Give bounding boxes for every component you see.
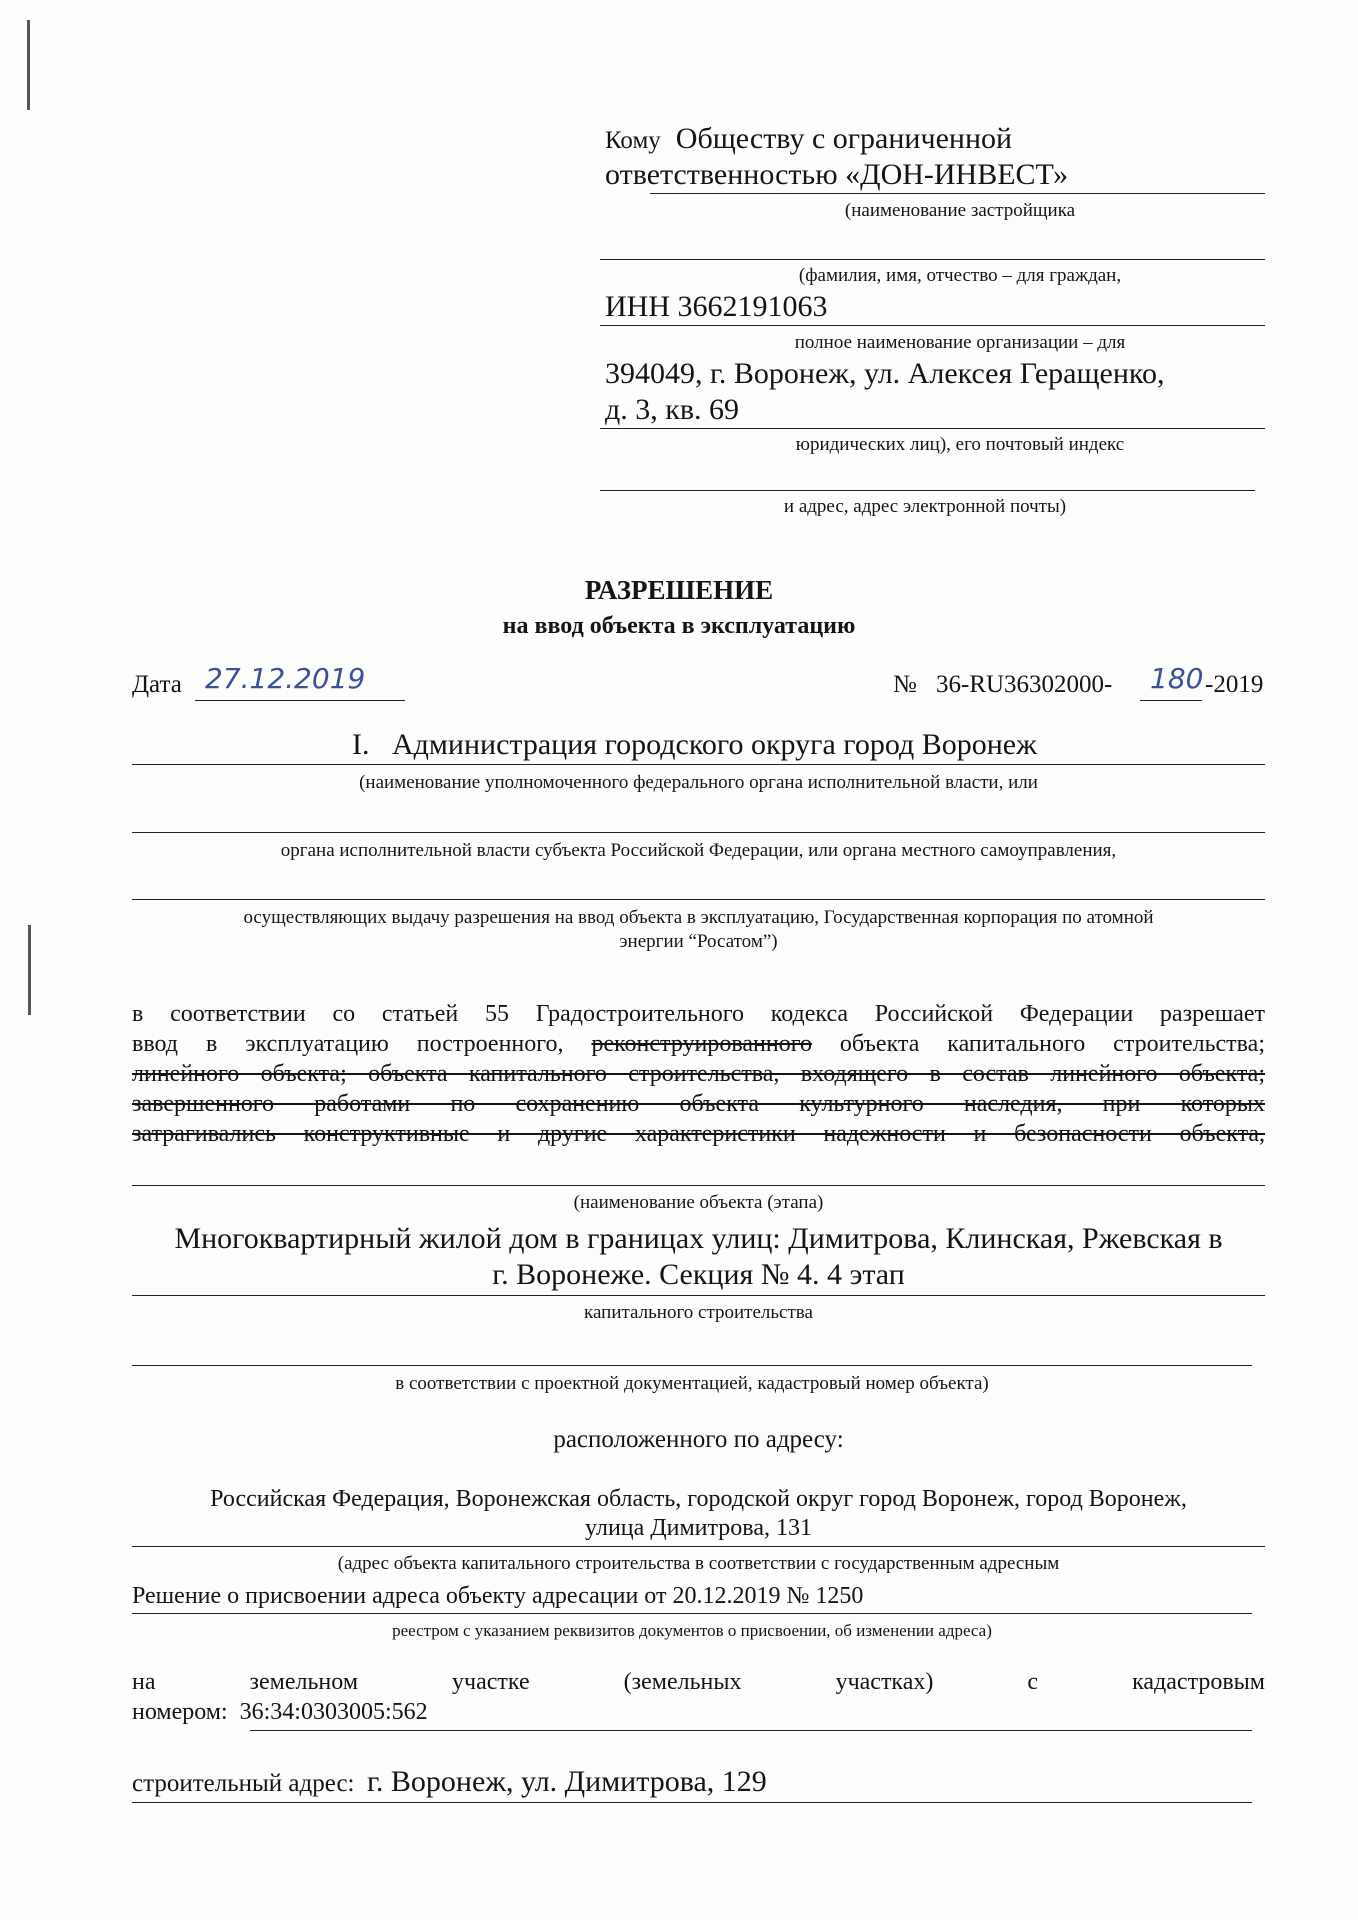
recipient-address-line1: 394049, г. Воронеж, ул. Алексея Геращенко,	[605, 357, 1165, 390]
inn-underline	[600, 325, 1265, 326]
land-number-row	[132, 1698, 428, 1726]
caption-project: в соответствии с проектной документацией, кадастровый номер объекта)	[395, 1373, 989, 1394]
section-numeral: I.	[352, 728, 370, 761]
scan-margin-mark-middle	[28, 925, 31, 1015]
caption-email: и адрес, адрес электронной почты)	[783, 496, 1067, 517]
number-underline	[1140, 700, 1202, 701]
recipient-name-line2: ответственностью «ДОН-ИНВЕСТ»	[605, 158, 1069, 191]
date-value: 27.12.2019	[205, 662, 366, 695]
email-underline	[600, 490, 1255, 491]
authority-caption-3a: осуществляющих выдачу разрешения на ввод объекта в эксплуатацию, Государственная корпорация по атомной	[243, 907, 1154, 928]
object-underline-3	[132, 1365, 1252, 1366]
number-suffix: -2019	[1205, 671, 1264, 698]
land-number-label: номером:	[132, 1699, 228, 1725]
authority-line	[352, 728, 1037, 762]
caption-postal: юридических лиц), его почтовый индекс	[795, 434, 1125, 455]
scan-margin-mark-top	[27, 20, 30, 110]
location-address-line2: улица Димитрова, 131	[585, 1515, 812, 1541]
number-label: №	[893, 671, 917, 698]
object-name-line1: Многоквартирный жилой дом в границах улиц: Димитрова, Клинская, Ржевская в	[174, 1222, 1223, 1255]
caption-org: полное наименование организации – для	[794, 332, 1126, 353]
build-address: г. Воронеж, ул. Димитрова, 129	[367, 1765, 767, 1798]
body-line-1: в соответствии со статьей 55 Градостроительного кодекса Российской Федерации разрешает	[132, 1001, 1265, 1027]
body-line-3-struck: линейного объекта; объекта капитального строительства, входящего в состав линейного объекта;	[132, 1061, 1265, 1087]
body-line-2	[132, 1030, 1265, 1058]
object-name-line2: г. Воронеже. Секция № 4. 4 этап	[492, 1258, 905, 1291]
recipient-address-line2: д. 3, кв. 69	[605, 393, 740, 426]
address-decision: Решение о присвоении адреса объекту адресации от 20.12.2019 № 1250	[132, 1583, 864, 1609]
build-address-label: строительный адрес:	[132, 1770, 355, 1797]
caption-object-name: (наименование объекта (этапа)	[573, 1192, 824, 1213]
build-address-row	[132, 1765, 767, 1799]
authority-caption-1: (наименование уполномоченного федерального органа исполнительной власти, или	[359, 772, 1038, 793]
decision-underline	[132, 1613, 1252, 1614]
location-address-underline	[132, 1546, 1265, 1547]
recipient-name-line1: Обществу с ограниченной	[675, 122, 1013, 155]
authority-caption-2: органа исполнительной власти субъекта Российской Федерации, или органа местного самоуправления,	[280, 840, 1117, 861]
location-label: расположенного по адресу:	[553, 1426, 844, 1453]
caption-registry: реестром с указанием реквизитов документов о присвоении, об изменении адреса)	[392, 1621, 992, 1640]
body-line-5-struck: затрагивались конструктивные и другие характеристики надежности и безопасности объекта,	[132, 1121, 1265, 1147]
authority-underline-2	[132, 832, 1265, 833]
authority-underline-3	[132, 899, 1265, 900]
recipient-name-underline	[650, 193, 1265, 194]
build-address-underline	[132, 1802, 1252, 1803]
document-subtitle: на ввод объекта в эксплуатацию	[502, 613, 856, 639]
number-prefix: 36-RU36302000-	[936, 671, 1113, 698]
document-title: РАЗРЕШЕНИЕ	[584, 575, 774, 605]
date-label: Дата	[132, 671, 182, 698]
authority-name: Администрация городского округа город Воронеж	[392, 728, 1037, 761]
body-line-2-struck: реконструированного	[591, 1031, 812, 1057]
to-label: Кому	[605, 127, 661, 154]
authority-underline	[132, 764, 1265, 765]
person-underline	[600, 259, 1265, 260]
address-underline	[600, 428, 1265, 429]
cadastral-number: 36:34:0303005:562	[239, 1699, 428, 1725]
recipient-line-1	[605, 122, 1012, 156]
object-underline-1	[132, 1185, 1265, 1186]
body-line-2-text-end: объекта капитального строительства;	[839, 1031, 1266, 1057]
date-underline	[195, 700, 405, 701]
authority-caption-3b: энергии “Росатом”)	[619, 931, 778, 952]
object-name-underline	[132, 1295, 1265, 1296]
body-line-4-struck: завершенного работами по сохранению объекта культурного наследия, при которых	[132, 1091, 1265, 1117]
land-line-1: на земельном участке (земельных участках) с кадастровым	[132, 1669, 1265, 1695]
caption-capital: капитального строительства	[584, 1302, 813, 1323]
caption-address: (адрес объекта капитального строительства в соответствии с государственным адресным	[337, 1553, 1060, 1574]
recipient-inn: ИНН 3662191063	[605, 290, 828, 323]
caption-developer: (наименование застройщика	[844, 200, 1076, 221]
body-line-2-text: ввод в эксплуатацию построенного,	[132, 1031, 564, 1057]
caption-person: (фамилия, имя, отчество – для граждан,	[798, 265, 1122, 286]
cadastral-underline	[250, 1730, 1252, 1731]
number-handwritten: 180	[1150, 662, 1204, 695]
location-address-line1: Российская Федерация, Воронежская область, городской округ город Воронеж, город Воронеж,	[210, 1486, 1187, 1512]
